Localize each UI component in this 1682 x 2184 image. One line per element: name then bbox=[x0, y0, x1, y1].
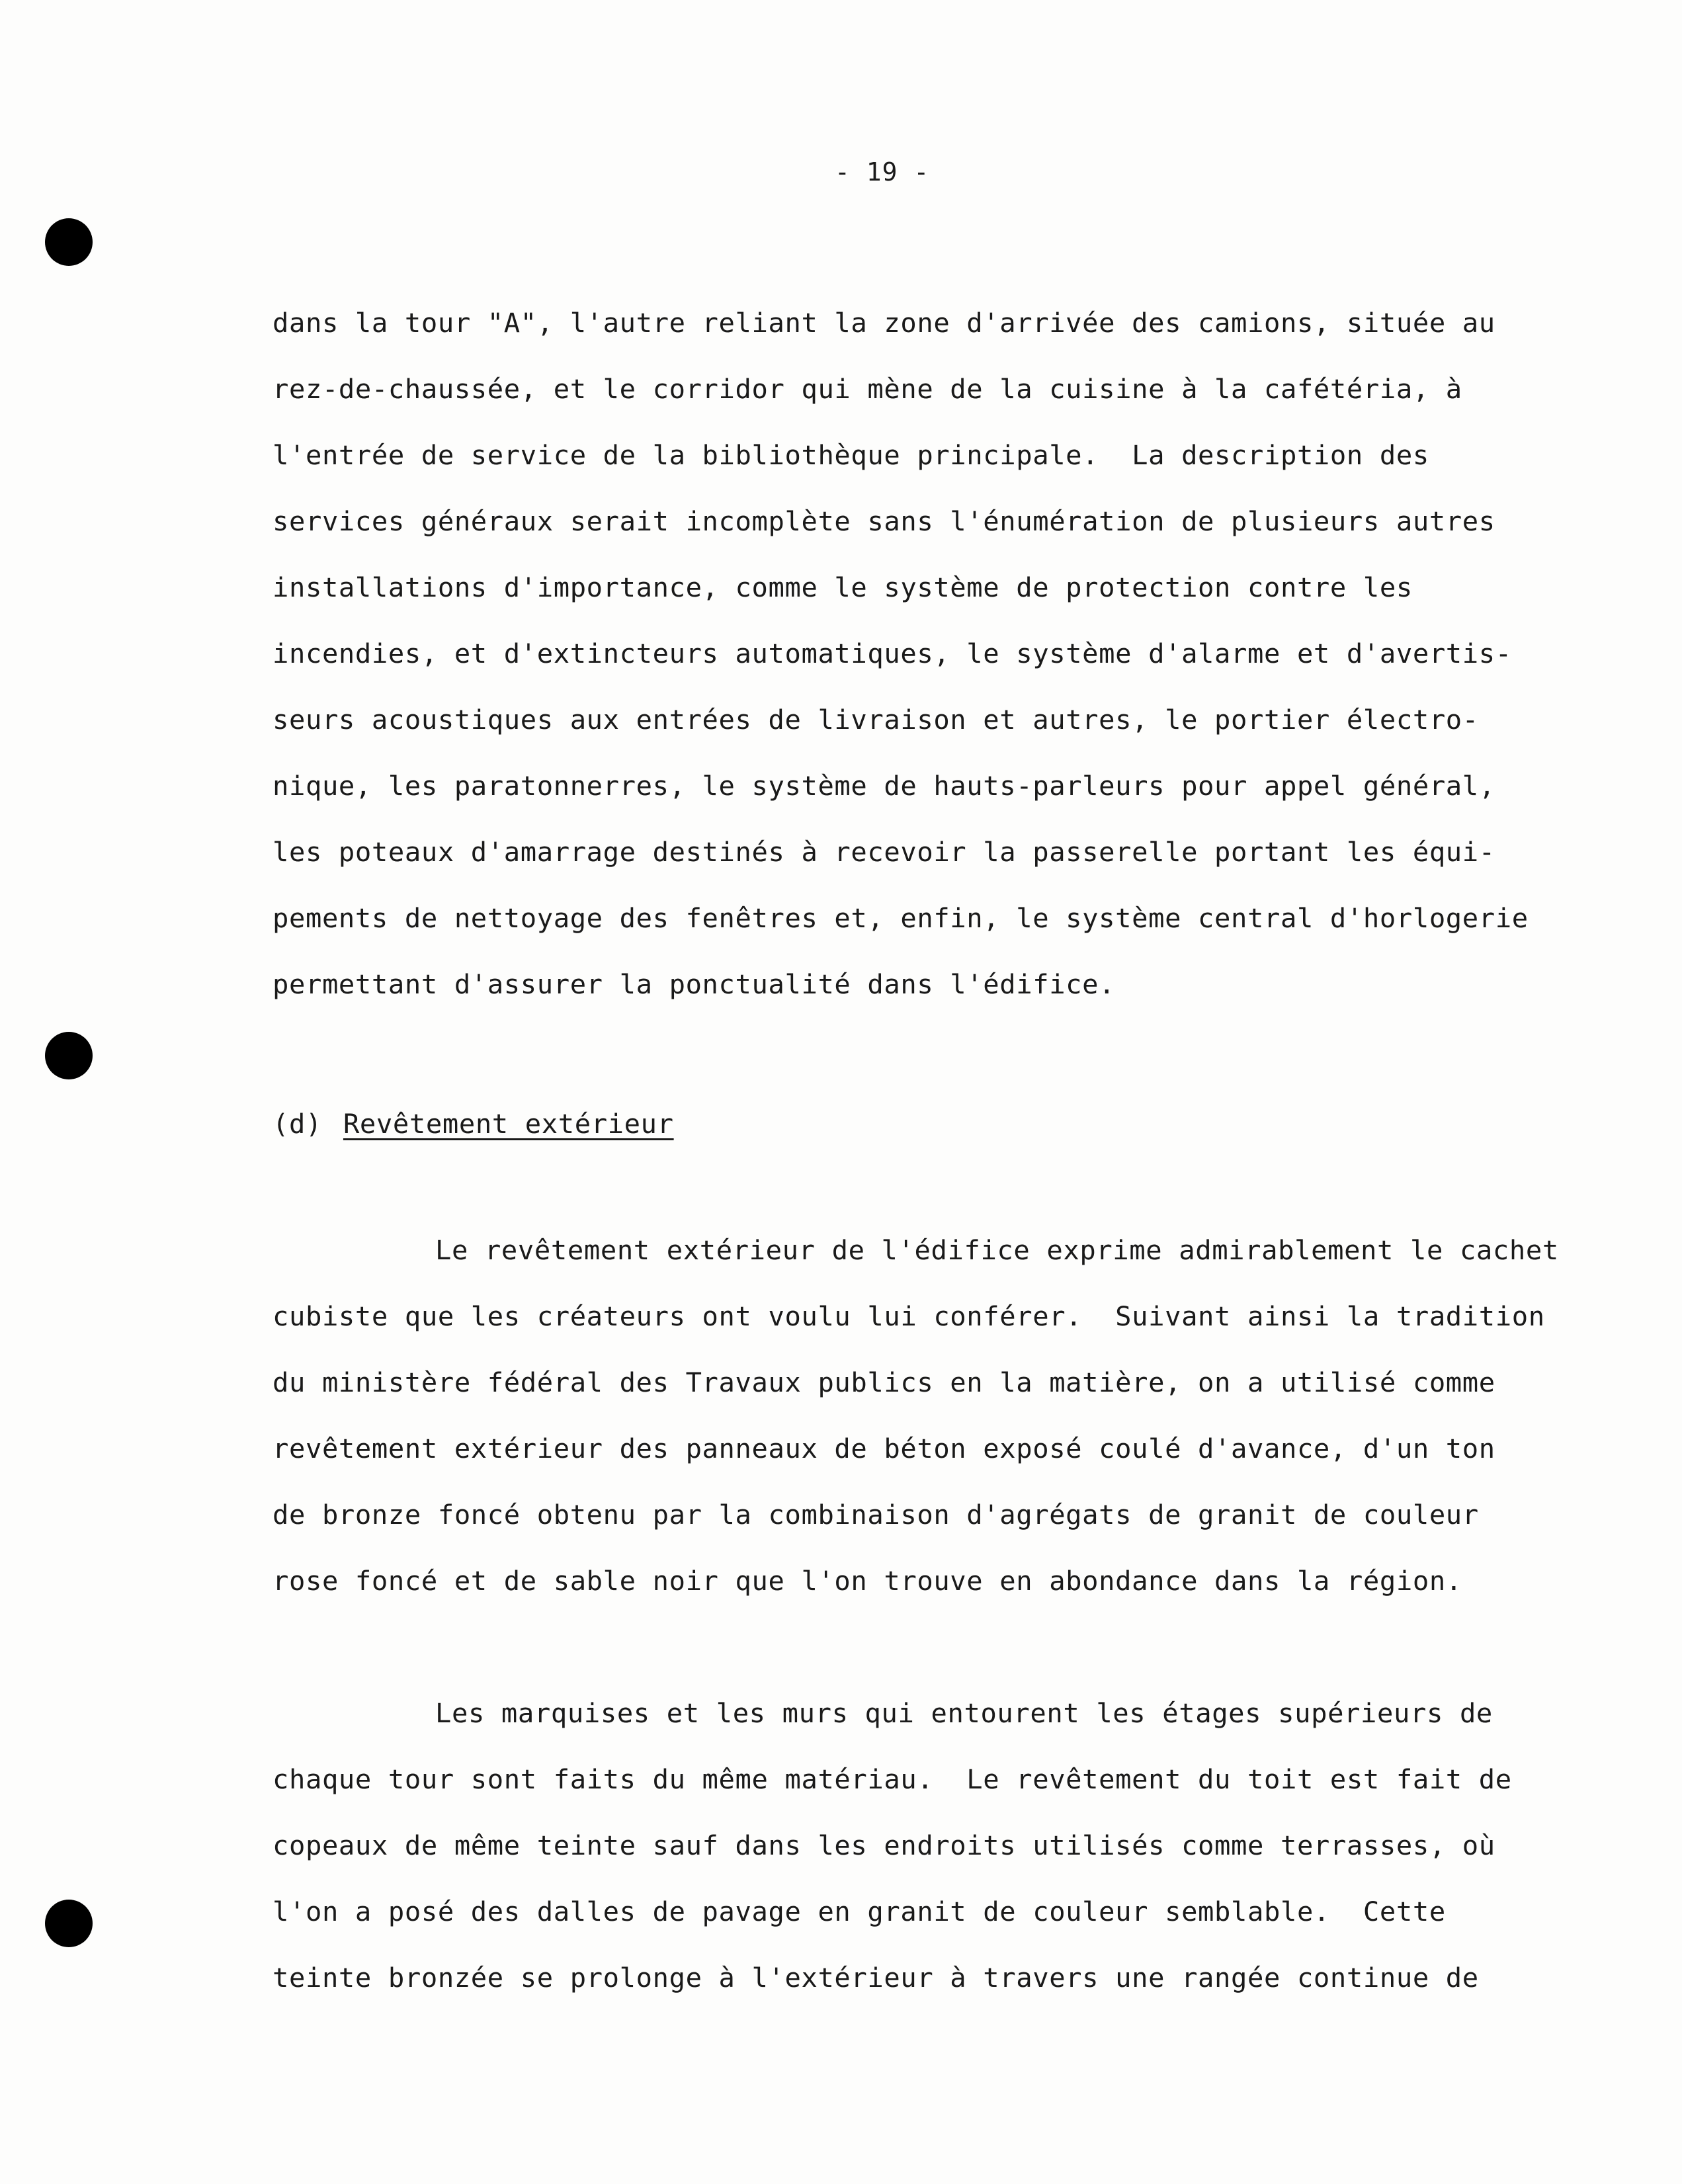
punch-hole bbox=[45, 1032, 93, 1079]
text-line: pements de nettoyage des fenêtres et, enfin, le système central d'horlogerie bbox=[273, 902, 1529, 934]
text-line: permettant d'assurer la ponctualité dans l'édifice. bbox=[273, 968, 1116, 1000]
text-line: l'entrée de service de la bibliothèque principale. La description des bbox=[273, 439, 1429, 471]
text-line: rose foncé et de sable noir que l'on trouve en abondance dans la région. bbox=[273, 1565, 1462, 1597]
text-line: nique, les paratonnerres, le système de hauts-parleurs pour appel général, bbox=[273, 770, 1495, 802]
punch-hole bbox=[45, 1900, 93, 1947]
section-title: Revêtement extérieur bbox=[343, 1108, 674, 1140]
text-line: Les marquises et les murs qui entourent les étages supérieurs de bbox=[435, 1697, 1493, 1729]
text-line: Le revêtement extérieur de l'édifice exprime admirablement le cachet bbox=[435, 1234, 1559, 1266]
text-line: cubiste que les créateurs ont voulu lui conférer. Suivant ainsi la tradition bbox=[273, 1300, 1545, 1332]
section-marker: (d) bbox=[273, 1108, 322, 1140]
text-line: du ministère fédéral des Travaux publics en la matière, on a utilisé comme bbox=[273, 1366, 1495, 1398]
text-line: dans la tour "A", l'autre reliant la zone d'arrivée des camions, située au bbox=[273, 307, 1495, 339]
punch-hole bbox=[45, 218, 93, 266]
text-line: de bronze foncé obtenu par la combinaison d'agrégats de granit de couleur bbox=[273, 1499, 1479, 1531]
page-number: - 19 - bbox=[835, 157, 930, 187]
text-line: installations d'importance, comme le système de protection contre les bbox=[273, 571, 1413, 603]
text-line: seurs acoustiques aux entrées de livraison et autres, le portier électro- bbox=[273, 704, 1479, 735]
text-line: rez-de-chaussée, et le corridor qui mène de la cuisine à la cafétéria, à bbox=[273, 373, 1462, 405]
text-line: les poteaux d'amarrage destinés à recevoir la passerelle portant les équi- bbox=[273, 836, 1495, 868]
section-heading bbox=[273, 1108, 674, 1140]
text-line: incendies, et d'extincteurs automatiques, le système d'alarme et d'avertis- bbox=[273, 638, 1512, 669]
text-line: l'on a posé des dalles de pavage en granit de couleur semblable. Cette bbox=[273, 1896, 1446, 1927]
text-line: teinte bronzée se prolonge à l'extérieur à travers une rangée continue de bbox=[273, 1962, 1479, 1994]
text-line: services généraux serait incomplète sans l'énumération de plusieurs autres bbox=[273, 505, 1495, 537]
text-line: copeaux de même teinte sauf dans les endroits utilisés comme terrasses, où bbox=[273, 1829, 1495, 1861]
text-line: chaque tour sont faits du même matériau. Le revêtement du toit est fait de bbox=[273, 1763, 1512, 1795]
text-line: revêtement extérieur des panneaux de béton exposé coulé d'avance, d'un ton bbox=[273, 1433, 1495, 1464]
